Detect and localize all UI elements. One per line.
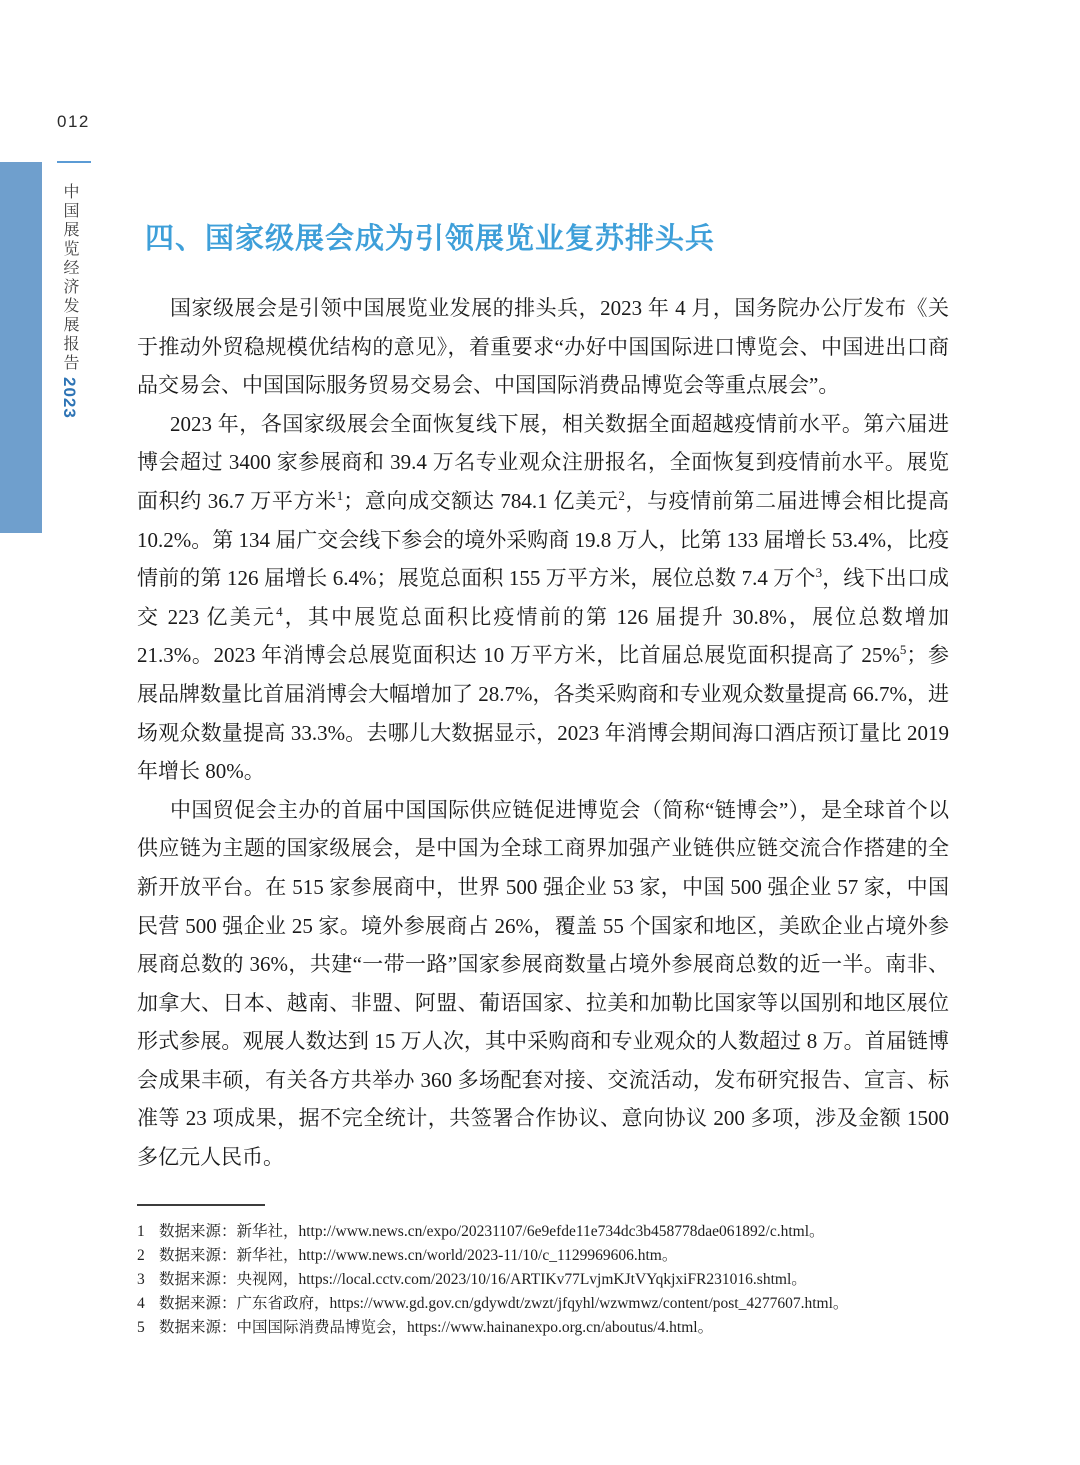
footnote-item	[137, 1292, 937, 1316]
footnote-item	[137, 1268, 937, 1292]
footnote-number: 4	[137, 1295, 145, 1312]
section-heading: 四、国家级展会成为引领展览业复苏排头兵	[145, 223, 716, 255]
footnote-item	[137, 1316, 937, 1340]
footnote-divider	[137, 1204, 265, 1206]
footnote-number: 1	[137, 1223, 145, 1240]
footnote-number: 5	[137, 1319, 145, 1336]
body-paragraph: 2023 年，各国家级展会全面恢复线下展，相关数据全面超越疫情前水平。第六届进博会超过 3400 家参展商和 39.4 万名专业观众注册报名，全面恢复到疫情前水平。展览面积约 36.7 万平方米$^1$；意向成交额达 784.1 亿美元$^2$，与疫情前第二届进博会相比提高 10.2%。第 134 届广交会线下参会的境外采购商 19.8 万人，比第 133 届增长 53.4%，比疫情前的第 126 届增长 6.4%；展览总面积 155 万平方米，展位总数 7.4 万个$^3$，线下出口成交 223 亿美元$^4$，其中展览总面积比疫情前的第 126 届提升 30.8%，展位总数增加 21.3%。2023 年消博会总展览面积达 10 万平方米，比首届总展览面积提高了 25%$^5$；参展品牌数量比首届消博会大幅增加了 28.7%，各类采购商和专业观众数量提高 66.7%，进场观众数量提高 33.3%。去哪儿大数据显示，2023 年消博会期间海口酒店预订量比 2019 年增长 80%。	[137, 411, 950, 784]
body-paragraph: 国家级展会是引领中国展览业发展的排头兵，2023 年 4 月，国务院办公厅发布《关于推动外贸稳规模优结构的意见》，着重要求“办好中国国际进口博览会、中国进出口商品交易会、中国国际服务贸易交易会、中国国际消费品博览会等重点展会”。	[137, 296, 949, 398]
sidebar-accent-band	[0, 162, 42, 533]
body-text-block	[137, 289, 949, 1177]
page-number-rule	[57, 161, 91, 163]
footnote-text: 数据来源：广东省政府，https://www.gd.gov.cn/gdywdt/zwzt/jfqyhl/wzwmwz/content/post_4277607.html。	[159, 1295, 849, 1312]
body-paragraph: 中国贸促会主办的首届中国国际供应链促进博览会（简称“链博会”），是全球首个以供应链为主题的国家级展会，是中国为全球工商界加强产业链供应链交流合作搭建的全新开放平台。在 515 家参展商中，世界 500 强企业 53 家，中国 500 强企业 57 家，中国民营 500 强企业 25 家。境外参展商占 26%，覆盖 55 个国家和地区，美欧企业占境外参展商总数的 36%，共建“一带一路”国家参展商数量占境外参展商总数的近一半。南非、加拿大、日本、越南、非盟、阿盟、葡语国家、拉美和加勒比国家等以国别和地区展位形式参展。观展人数达到 15 万人次，其中采购商和专业观众的人数超过 8 万。首届链博会成果丰硕，有关各方共举办 360 多场配套对接、交流活动，发布研究报告、宣言、标准等 23 项成果，据不完全统计，共签署合作协议、意向协议 200 多项，涉及金额 1500 多亿元人民币。	[137, 797, 949, 1170]
page-number: 012	[57, 112, 90, 131]
footnote-number: 3	[137, 1271, 145, 1288]
sidebar-report-title	[58, 183, 81, 503]
footnote-text: 数据来源：新华社，http://www.news.cn/world/2023-11/10/c_1129969606.htm。	[159, 1247, 678, 1264]
sidebar-report-title-text: 中国展览经济发展报告	[61, 183, 78, 373]
sidebar-report-year: 2023	[60, 377, 79, 419]
footnote-text: 数据来源：央视网，https://local.cctv.com/2023/10/16/ARTIKv77LvjmKJtVYqkjxiFR231016.shtml。	[159, 1271, 807, 1288]
footnote-text: 数据来源：新华社，http://www.news.cn/expo/20231107/6e9efde11e734dc3b458778dae061892/c.html。	[159, 1223, 825, 1240]
footnote-number: 2	[137, 1247, 145, 1264]
footnote-item	[137, 1220, 937, 1244]
footnote-text: 数据来源：中国国际消费品博览会，https://www.hainanexpo.org.cn/aboutus/4.html。	[159, 1319, 714, 1336]
footnote-item	[137, 1244, 937, 1268]
footnotes-block	[137, 1204, 937, 1340]
